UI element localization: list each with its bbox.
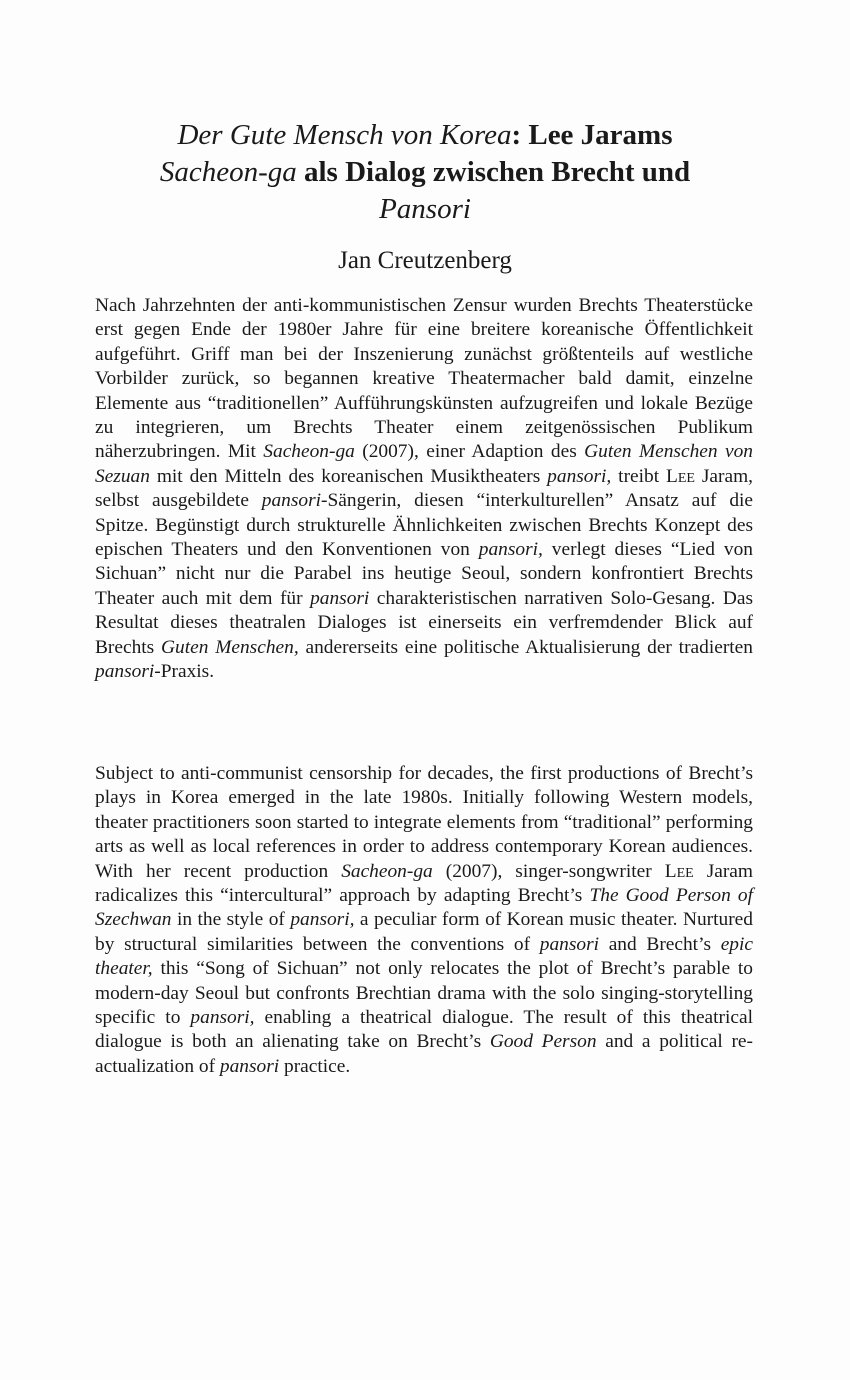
- abstract-en-text: in the style of: [171, 909, 291, 931]
- abstract-de-italic: pansori: [310, 587, 370, 609]
- abstract-de-text: treibt: [611, 465, 666, 487]
- abstract-en-text: this “Song of Sichuan” not only relocates the plot of Brecht’s parable to modern-day Seoul but confronts Brechtian drama with the solo singing-storytelling specific to: [95, 958, 753, 1029]
- author-name: Jan Creutzenberg: [338, 247, 512, 274]
- article-title: [95, 117, 755, 228]
- abstract-de-text: verlegt dieses “Lied von Sichuan” nicht nur die Parabel ins heutige Seoul, sondern konfrontiert Brechts Theater auch mit dem für: [95, 539, 753, 609]
- abstract-de-italic: pansori: [261, 490, 322, 512]
- title-italic-1: Der Gute Mensch von Korea: [177, 119, 512, 151]
- abstract-en-text: Jaram radicalizes this “intercultural” approach by adapting Brecht’s: [95, 860, 753, 907]
- abstract-de-text: charakteristischen narrativen Solo-Gesang. Das Resultat dieses theatralen Dialoges ist einerseits ein verfremdender Blick auf Brechts: [95, 587, 753, 658]
- abstract-de-italic: pansori,: [478, 539, 543, 561]
- abstract-german: [95, 294, 753, 685]
- abstract-en-text: and a political re-actualization of: [95, 1031, 753, 1077]
- abstract-en-italic: The Good Person of Szechwan: [95, 885, 753, 931]
- abstract-de-text: mit den Mitteln des koreanischen Musiktheaters: [149, 465, 548, 487]
- abstract-en-italic: pansori,: [190, 1007, 255, 1029]
- abstract-en-text: enabling a theatrical dialogue. The result of this theatrical dialogue is both an alienating take on Brecht’s: [95, 1007, 753, 1053]
- abstract-de-italic: pansori: [95, 661, 155, 683]
- abstract-en-italic: pansori: [539, 933, 600, 955]
- title-italic-2: Sacheon-ga: [159, 156, 297, 188]
- abstract-de-text: Nach Jahrzehnten der anti-kommunistischen Zensur wurden Brechts Theaterstücke erst gegen Ende der 1980er Jahre für eine breitere koreanische Öffentlichkeit aufgeführt. Griff man bei der Inszenierung zunächst größtenteils auf westliche Vorbilder zurück, so begannen kreative Theatermacher bald damit, einzelne Elemente aus “traditionellen” Aufführungskünsten aufzugreifen und lokale Bezüge zu integrieren, um Brechts Theater einem zeitgenössischen Publikum näherzubringen. Mit: [95, 295, 753, 463]
- abstract-en-italic: pansori,: [290, 909, 355, 931]
- abstract-de-italic: Sacheon-ga: [263, 441, 355, 463]
- abstract-en-italic: Good Person: [489, 1031, 597, 1053]
- abstract-en-smallcaps: Lee: [664, 860, 694, 882]
- abstract-de-smallcaps: Lee: [666, 465, 695, 487]
- title-text-2: als Dialog zwischen Brecht und: [296, 156, 691, 188]
- abstract-de-italic: pansori,: [547, 465, 612, 487]
- title-text-1: : Lee Jarams: [511, 119, 673, 151]
- abstract-en-italic: pansori: [219, 1055, 280, 1077]
- abstract-en-text: and Brecht’s: [599, 933, 721, 955]
- abstract-de-text: (2007), einer Adaption des: [354, 441, 585, 463]
- abstract-en-text: practice.: [279, 1055, 351, 1077]
- abstract-en-text: a peculiar form of Korean music theater. Nurtured by structural similarities between the conventions of: [95, 909, 753, 955]
- abstract-de-italic: Guten Menschen von Sezuan: [95, 441, 753, 487]
- abstract-english: [95, 762, 753, 1079]
- title-italic-3: Pansori: [379, 193, 471, 225]
- abstract-de-text: -Praxis.: [154, 661, 215, 683]
- abstract-de-italic: Guten Menschen,: [161, 636, 299, 658]
- abstract-de-text: Jaram, selbst ausgebildete: [95, 465, 753, 512]
- abstract-en-text: Subject to anti-communist censorship for decades, the first productions of Brecht’s plays in Korea emerged in the late 1980s. Initially following Western models, theater practitioners soon started to integrate elements from “traditional” performing arts as well as local references in order to address contemporary Korean audiences. With her recent production: [95, 763, 753, 882]
- abstract-en-text: (2007), singer-songwriter: [432, 860, 665, 882]
- abstract-en-italic: Sacheon-ga: [341, 860, 433, 882]
- abstract-en-italic: epic theater,: [95, 933, 753, 980]
- abstract-de-text: -Sängerin, diesen “interkulturellen” Ansatz auf die Spitze. Begünstigt durch strukturelle Ähnlichkeiten zwischen Brechts Konzept des epischen Theaters und den Konventionen von: [95, 490, 754, 561]
- abstract-de-text: andererseits eine politische Aktualisierung der tradierten: [298, 636, 753, 658]
